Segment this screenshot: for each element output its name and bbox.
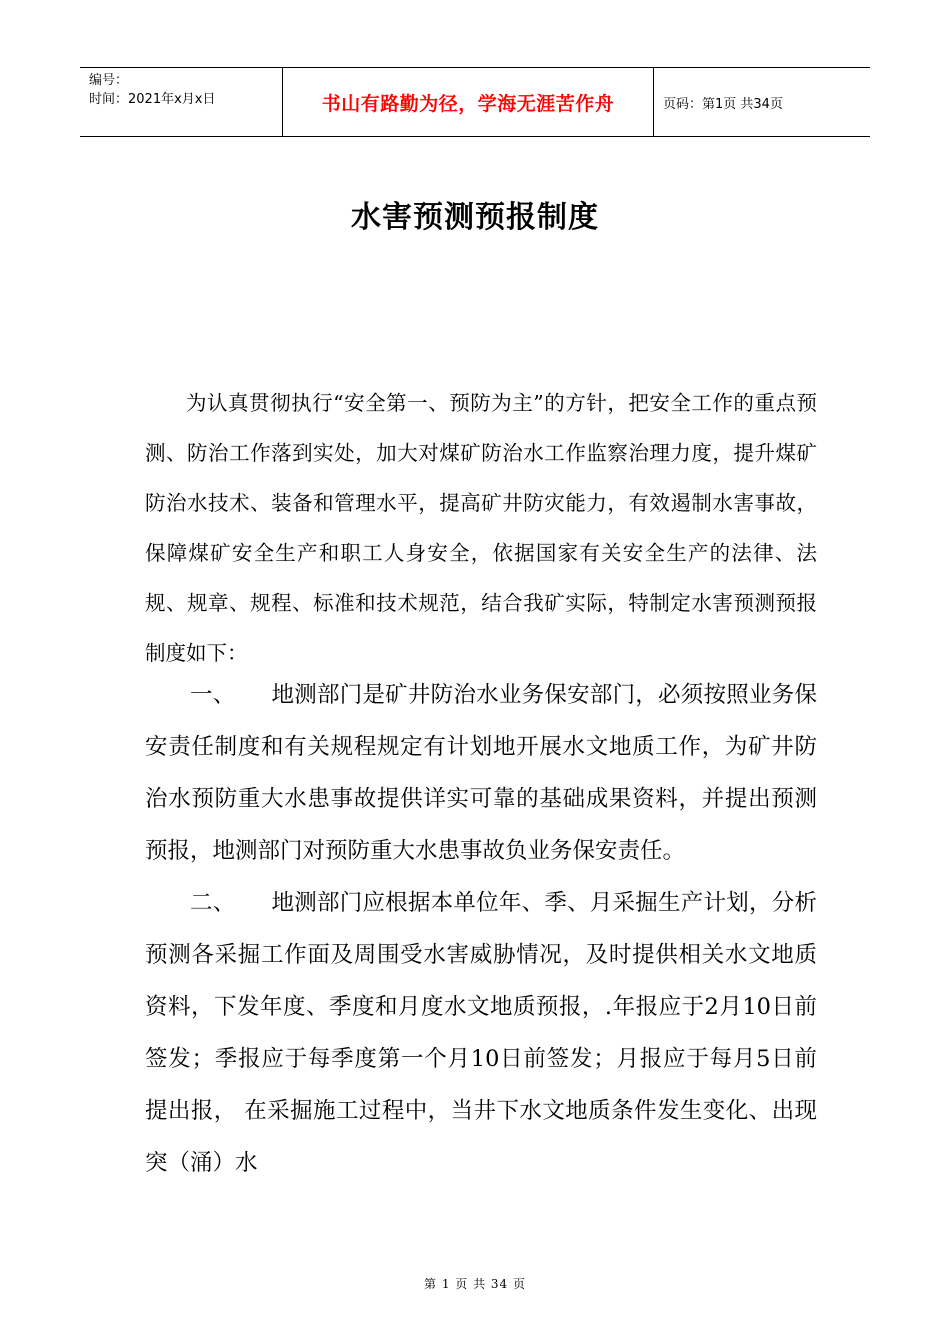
document-date-label: 时间：2021年x月x日: [89, 92, 216, 107]
clause-text: 地测部门应根据本单位年、季、月采掘生产计划，分析预测各采掘工作面及周围受水害威胁情况，及时提供相关水文地质资料，下发年度、季度和月度水文地质预报，.年报应于2月10日前签发；季报应于每季度第一个月10日前签发；月报应于每月5日前提出报， 在采掘施工过程中，当井下水文地质条件发生变化、出现突（涌）水: [145, 890, 817, 1176]
document-number-label: 编号：: [89, 73, 129, 88]
header-meta-cell: [80, 68, 282, 136]
intro-paragraph: 为认真贯彻执行“安全第一、预防为主”的方针，把安全工作的重点预测、防治工作落到实处，加大对煤矿防治水工作监察治理力度，提升煤矿防治水技术、装备和管理水平，提高矿井防灾能力，有效遏制水害事故，保障煤矿安全生产和职工人身安全，依据国家有关安全生产的法律、法规、规章、规程、标准和技术规范，结合我矿实际，特制定水害预测预报制度如下：: [145, 391, 817, 665]
header-motto: 书山有路勤为径，学海无涯苦作舟: [321, 92, 615, 115]
clause-text: 地测部门是矿井防治水业务保安部门，必须按照业务保安责任制度和有关规程规定有计划地开展水文地质工作，为矿井防治水预防重大水患事故提供详实可靠的基础成果资料，并提出预测预报，地测部门对预防重大水患事故负业务保安责任。: [145, 682, 817, 864]
header-table: [80, 67, 870, 137]
clause-paragraph-1: [145, 669, 817, 877]
header-motto-cell: [282, 68, 654, 136]
header-page-info: 页码：第1页 共34页: [663, 96, 783, 112]
header-page-cell: [654, 68, 870, 136]
clause-paragraph-2: [145, 877, 817, 1189]
intro-section: [145, 378, 817, 678]
clause-number: 一、: [190, 682, 236, 708]
clauses-section: [145, 669, 817, 1189]
page-footer: 第 1 页 共 34 页: [424, 1277, 526, 1291]
document-title: 水害预测预报制度: [351, 200, 599, 235]
clause-number: 二、: [190, 890, 236, 916]
